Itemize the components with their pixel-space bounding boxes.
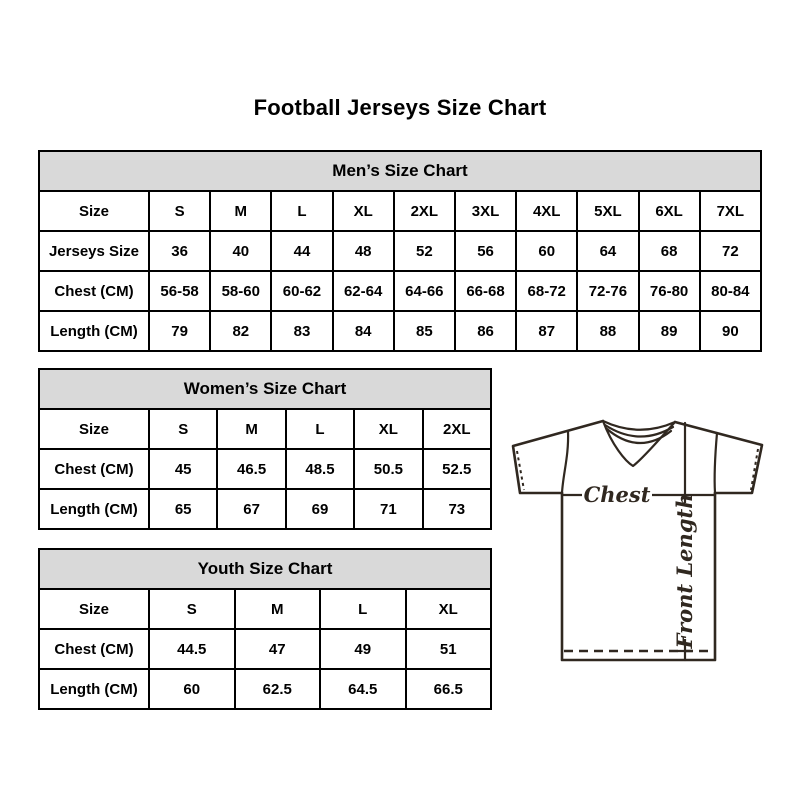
value-cell: 80-84	[700, 271, 761, 311]
table-title-row	[39, 369, 491, 409]
value-cell: 40	[210, 231, 271, 271]
value-cell: 58-60	[210, 271, 271, 311]
value-cell: 36	[149, 231, 210, 271]
table-row	[39, 409, 491, 449]
value-cell: 49	[320, 629, 406, 669]
value-cell: 71	[354, 489, 422, 529]
jersey-measurement-diagram	[503, 398, 773, 672]
value-cell: 86	[455, 311, 516, 351]
value-cell: 6XL	[639, 191, 700, 231]
jersey-left-armhole	[562, 431, 568, 493]
chest-measure-label: Chest	[583, 482, 651, 507]
row-header-cell: Length (CM)	[39, 311, 149, 351]
row-header-cell: Size	[39, 589, 149, 629]
womens-size-table	[38, 368, 492, 530]
table-row	[39, 231, 761, 271]
value-cell: 72-76	[577, 271, 638, 311]
row-header-cell: Size	[39, 191, 149, 231]
mens-size-table	[38, 150, 762, 352]
value-cell: 52.5	[423, 449, 491, 489]
value-cell: 89	[639, 311, 700, 351]
youth-size-table	[38, 548, 492, 710]
jersey-right-armhole	[715, 433, 717, 493]
value-cell: 65	[149, 489, 217, 529]
row-header-cell: Length (CM)	[39, 669, 149, 709]
value-cell: L	[320, 589, 406, 629]
value-cell: XL	[406, 589, 492, 629]
value-cell: 69	[286, 489, 354, 529]
value-cell: 62.5	[235, 669, 321, 709]
value-cell: 68-72	[516, 271, 577, 311]
value-cell: 44	[271, 231, 332, 271]
value-cell: S	[149, 191, 210, 231]
page-title: Football Jerseys Size Chart	[253, 95, 547, 120]
table-row	[39, 669, 491, 709]
value-cell: 7XL	[700, 191, 761, 231]
value-cell: 64	[577, 231, 638, 271]
table-row	[39, 271, 761, 311]
table-row	[39, 311, 761, 351]
row-header-cell: Chest (CM)	[39, 629, 149, 669]
value-cell: S	[149, 409, 217, 449]
value-cell: 51	[406, 629, 492, 669]
value-cell: XL	[354, 409, 422, 449]
value-cell: 48.5	[286, 449, 354, 489]
value-cell: 79	[149, 311, 210, 351]
womens-table-title: Women’s Size Chart	[39, 369, 491, 409]
value-cell: 90	[700, 311, 761, 351]
value-cell: M	[217, 409, 285, 449]
value-cell: 47	[235, 629, 321, 669]
v-neck-collar	[603, 421, 675, 466]
row-header-cell: Length (CM)	[39, 489, 149, 529]
value-cell: 67	[217, 489, 285, 529]
table-row	[39, 589, 491, 629]
row-header-cell: Jerseys Size	[39, 231, 149, 271]
value-cell: M	[235, 589, 321, 629]
row-header-cell: Chest (CM)	[39, 271, 149, 311]
value-cell: 62-64	[333, 271, 394, 311]
table-title-row	[39, 151, 761, 191]
front-length-measure-label: Front Length	[672, 493, 697, 649]
value-cell: 83	[271, 311, 332, 351]
value-cell: 2XL	[423, 409, 491, 449]
value-cell: 84	[333, 311, 394, 351]
table-row	[39, 489, 491, 529]
value-cell: 64.5	[320, 669, 406, 709]
value-cell: 72	[700, 231, 761, 271]
value-cell: L	[286, 409, 354, 449]
value-cell: 88	[577, 311, 638, 351]
value-cell: 50.5	[354, 449, 422, 489]
value-cell: 66.5	[406, 669, 492, 709]
value-cell: 64-66	[394, 271, 455, 311]
table-title-row	[39, 549, 491, 589]
value-cell: 56	[455, 231, 516, 271]
youth-table-title: Youth Size Chart	[39, 549, 491, 589]
table-row	[39, 191, 761, 231]
value-cell: 66-68	[455, 271, 516, 311]
value-cell: M	[210, 191, 271, 231]
value-cell: 56-58	[149, 271, 210, 311]
value-cell: 76-80	[639, 271, 700, 311]
value-cell: 2XL	[394, 191, 455, 231]
row-header-cell: Size	[39, 409, 149, 449]
mens-table-title: Men’s Size Chart	[39, 151, 761, 191]
value-cell: 60	[516, 231, 577, 271]
value-cell: 60	[149, 669, 235, 709]
value-cell: 85	[394, 311, 455, 351]
value-cell: 48	[333, 231, 394, 271]
table-row	[39, 629, 491, 669]
value-cell: 45	[149, 449, 217, 489]
value-cell: XL	[333, 191, 394, 231]
table-row	[39, 449, 491, 489]
value-cell: 5XL	[577, 191, 638, 231]
jersey-right-sleeve	[675, 422, 762, 493]
value-cell: 46.5	[217, 449, 285, 489]
value-cell: 60-62	[271, 271, 332, 311]
value-cell: 87	[516, 311, 577, 351]
value-cell: 73	[423, 489, 491, 529]
value-cell: 68	[639, 231, 700, 271]
value-cell: 82	[210, 311, 271, 351]
value-cell: 44.5	[149, 629, 235, 669]
value-cell: L	[271, 191, 332, 231]
value-cell: 3XL	[455, 191, 516, 231]
value-cell: S	[149, 589, 235, 629]
value-cell: 52	[394, 231, 455, 271]
row-header-cell: Chest (CM)	[39, 449, 149, 489]
value-cell: 4XL	[516, 191, 577, 231]
